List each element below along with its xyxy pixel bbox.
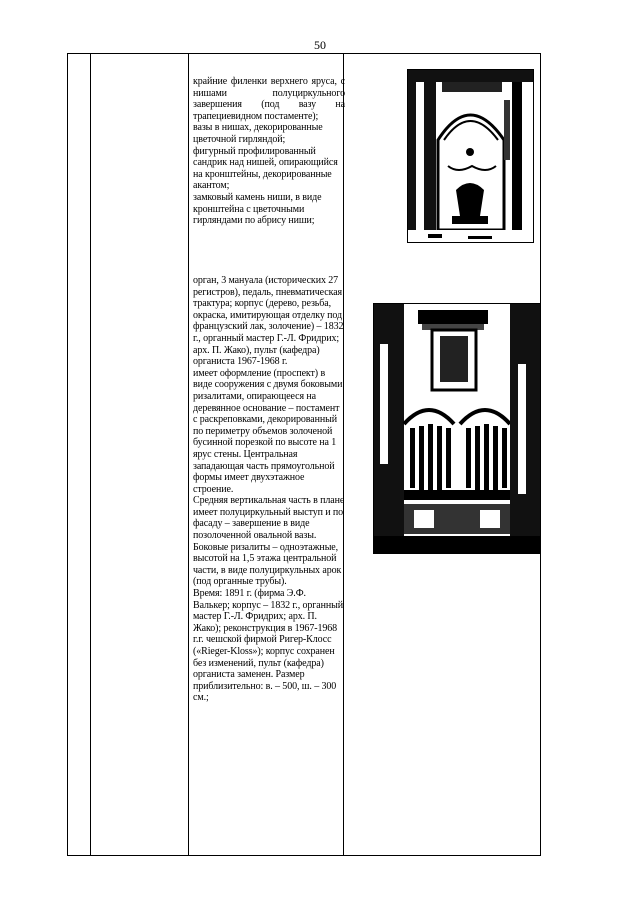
- description-paragraph: замковый камень ниши, в виде кронштейна с цветочными гирляндами по абрису ниши;: [193, 191, 322, 227]
- description-paragraph: Время: 1891 г. (фирма Э.Ф. Валькер; корпус – 1832 г., органный мастер Г.-Л. Фридрих; арх. П. Жако); реконструкция в 1967-1968 г.г. чешской фирмой Ригер-Клосс («Rieger-Kloss»); корпус сохранен без изменений, пульт (кафедра) органиста заменен. Размер приблизительно: в. – 500, ш. – 300 см.;: [193, 588, 344, 704]
- page-number: 50: [314, 38, 326, 52]
- description-paragraph: фигурный профилированный сандрик над нишей, опирающийся на кронштейны, декорированные акантом;: [193, 145, 338, 192]
- description-paragraph: крайние филенки верхнего яруса, с нишами полуциркульного завершения (под вазу на трапециевидном постаменте);: [193, 76, 345, 122]
- description-paragraph: имеет оформление (проспект) в виде сооружения с двумя боковыми ризалитами, опирающееся на деревянное основание – постамент с раскреповками, декорированный по периметру объемов золоченой бусинной порезкой по высоте на 1 ярус стены. Центральная западающая часть прямоугольной формы имеет двухэтажное строение.: [193, 367, 343, 495]
- organ-photo: [373, 303, 541, 554]
- description-paragraph: Средняя вертикальная часть в плане имеет полуциркульный выступ и по фасаду – завершение в виде позолоченной овальной вазы. Боковые ризалиты – одноэтажные, высотой на 1,5 этажа центральной части, в виде полуциркульных арок (под органные трубы).: [193, 495, 345, 588]
- description-paragraph: орган, 3 мануала (исторических 27 регистров), педаль, пневматическая трактура; корпус (дерево, резьба, окраска, имитирующая отделку под французский лак, золочение) – 1832 г., органный мастер Г.-Л. Фридрих; арх. П. Жако), пульт (кафедра) органиста 1967-1968 г.: [193, 275, 344, 368]
- niche-photo: [407, 69, 534, 243]
- description-block-organ: [193, 275, 345, 704]
- column-divider-2: [188, 54, 189, 855]
- description-paragraph: вазы в нишах, декорированные цветочной гирляндой;: [193, 122, 323, 145]
- column-divider-1: [90, 54, 91, 855]
- description-block-niches: [193, 76, 345, 227]
